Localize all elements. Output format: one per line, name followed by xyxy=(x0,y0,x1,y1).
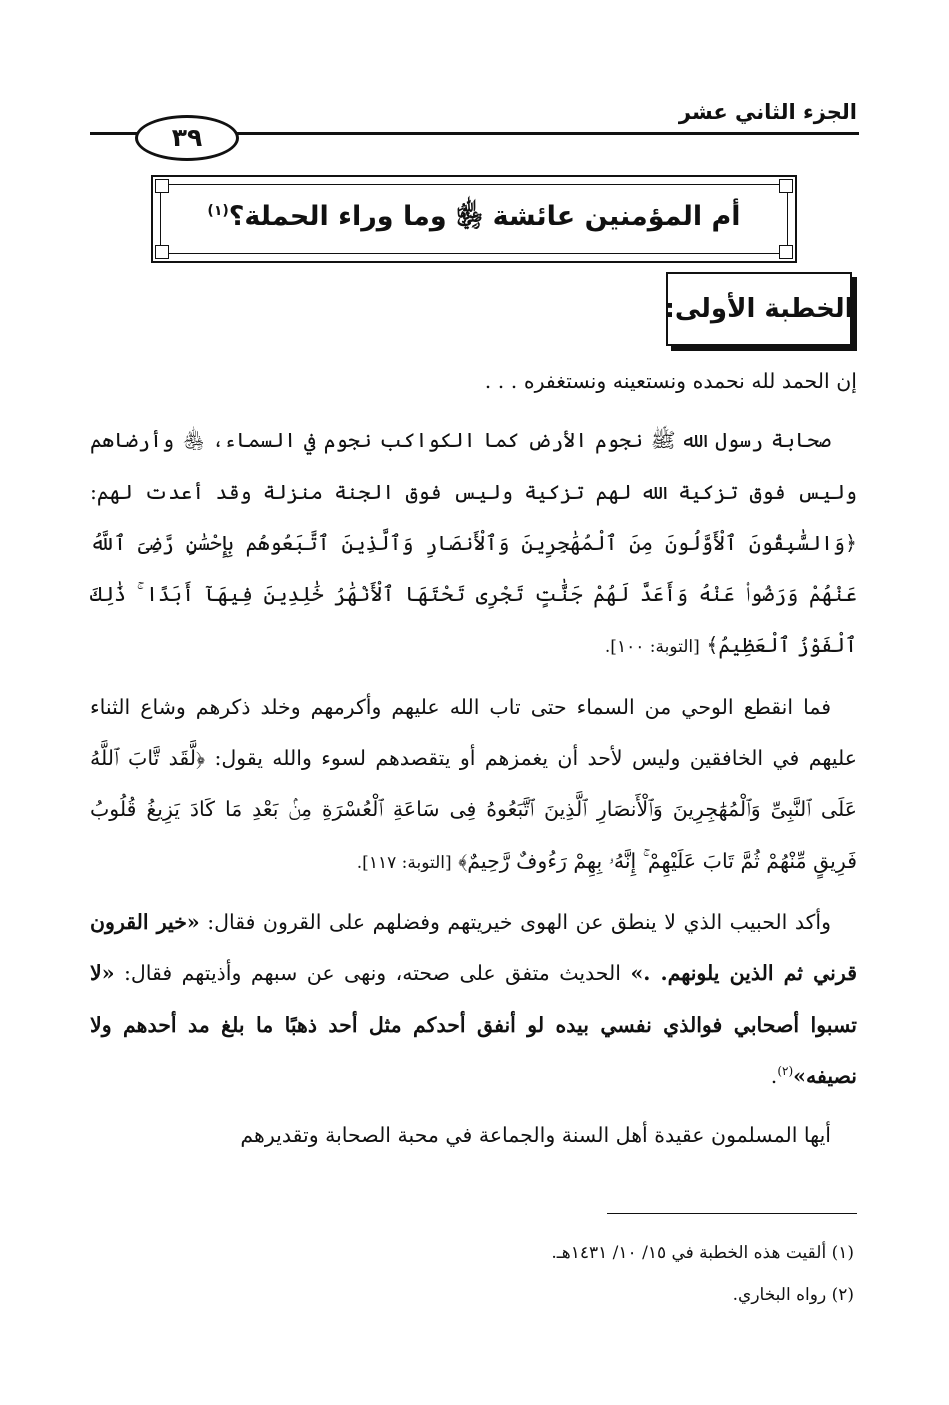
paragraph-3 xyxy=(90,682,857,889)
footnote-rule xyxy=(607,1213,857,1214)
title-footnote-mark: (١) xyxy=(207,203,229,219)
section-heading: الخطبة الأولى: xyxy=(664,294,854,324)
frame-corner xyxy=(155,245,169,259)
footnotes xyxy=(134,1232,854,1316)
verse-reference-1: [التوبة: ١٠٠]. xyxy=(604,637,700,658)
paragraph-1 xyxy=(90,356,857,407)
chapter-title xyxy=(207,199,740,239)
title-frame-inner xyxy=(160,184,788,254)
paragraph-4 xyxy=(90,897,857,1102)
paragraph-5 xyxy=(90,1110,857,1161)
title-frame xyxy=(151,175,797,263)
footnote-1: (١) ألقيت هذه الخطبة في ١٥/ ١٠/ ١٤٣١هـ. xyxy=(551,1243,854,1263)
running-head: الجزء الثاني عشر xyxy=(678,100,857,124)
paragraph-3-text: فما انقطع الوحي من السماء حتى تاب الله عليهم وأكرمهم وخلد ذكرهم وشاع الثناء عليهم في الخافقين وليس لأحد أن يغمزهم أو يتقصدهم لسوء والله يقول: xyxy=(90,694,857,771)
chapter-title-text: أم المؤمنين عائشة ﵂ وما وراء الحملة؟ xyxy=(228,201,741,232)
paragraph-4-intro: وأكد الحبيب الذي لا ينطق عن الهوى خيريتهم وفضلهم على القرون فقال: xyxy=(207,909,831,934)
quran-verse-1: ﴿وَالسَّٰبِقُونَ ٱلْأَوَّلُونَ مِنَ ٱلْمُهَٰجِرِينَ وَٱلْأَنصَارِ وَٱلَّذِينَ ٱتَّبَعُوهُم بِإِحْسَٰنٍ رَّضِىَ ٱللَّهُ عَنْهُمْ وَرَضُوا۟ عَنْهُ وَأَعَدَّ لَهُمْ جَنَّٰتٍ تَجْرِى تَحْتَهَا ٱلْأَنْهَٰرُ خَٰلِدِينَ فِيهَآ أَبَدًا ۚ ذَٰلِكَ ٱلْفَوْزُ ٱلْعَظِيمُ﴾ xyxy=(90,530,857,658)
page-number: ٣٩ xyxy=(135,115,239,161)
quran-verse-2: ﴿لَّقَد تَّابَ ٱللَّهُ عَلَى ٱلنَّبِىِّ وَٱلْمُهَٰجِرِينَ وَٱلْأَنصَارِ ٱلَّذِينَ ٱتَّبَعُوهُ فِى سَاعَةِ ٱلْعُسْرَةِ مِنۢ بَعْدِ مَا كَادَ يَزِيغُ قُلُوبُ فَرِيقٍ مِّنْهُمْ ثُمَّ تَابَ عَلَيْهِمْ ۚ إِنَّهُۥ بِهِمْ رَءُوفٌ رَّحِيمٌ﴾ xyxy=(90,746,857,873)
paragraph-2-text: صحابة رسول الله ﷺ نجوم الأرض كما الكواكب نجوم في السماء، ﵃ وأرضاهم وليس فوق تزكية الله لهم تزكية وليس فوق الجنة منزلة وقد أعدت لهم: xyxy=(90,428,857,504)
frame-corner xyxy=(155,179,169,193)
paragraph-5-text: أيها المسلمون عقيدة أهل السنة والجماعة في محبة الصحابة وتقديرهم xyxy=(240,1123,831,1148)
paragraph-4-middle: الحديث متفق على صحته، ونهى عن سبهم وأذيتهم فقال: xyxy=(123,961,621,986)
footnote-mark-2: (٢) xyxy=(777,1064,794,1079)
paragraph-2 xyxy=(90,415,857,673)
frame-corner xyxy=(779,245,793,259)
hadith-quote-2: «لا تسبوا أصحابي فوالذي نفسي بيده لو أنفق أحدكم مثل أحد ذهبًا ما بلغ مد أحدهم ولا نصيفه» xyxy=(90,961,857,1088)
hadith-quote-1: «خير القرون قرني ثم الذين يلونهم. .» xyxy=(90,909,857,986)
body-text xyxy=(90,356,857,1169)
opening-line: إن الحمد لله نحمده ونستعينه ونستغفره . . . xyxy=(484,369,857,393)
frame-corner xyxy=(779,179,793,193)
verse-reference-2: [التوبة: ١١٧]. xyxy=(356,852,452,873)
section-heading-box xyxy=(666,272,852,346)
paragraph-4-end: . xyxy=(770,1063,778,1088)
footnote-2: (٢) رواه البخاري. xyxy=(732,1285,854,1305)
